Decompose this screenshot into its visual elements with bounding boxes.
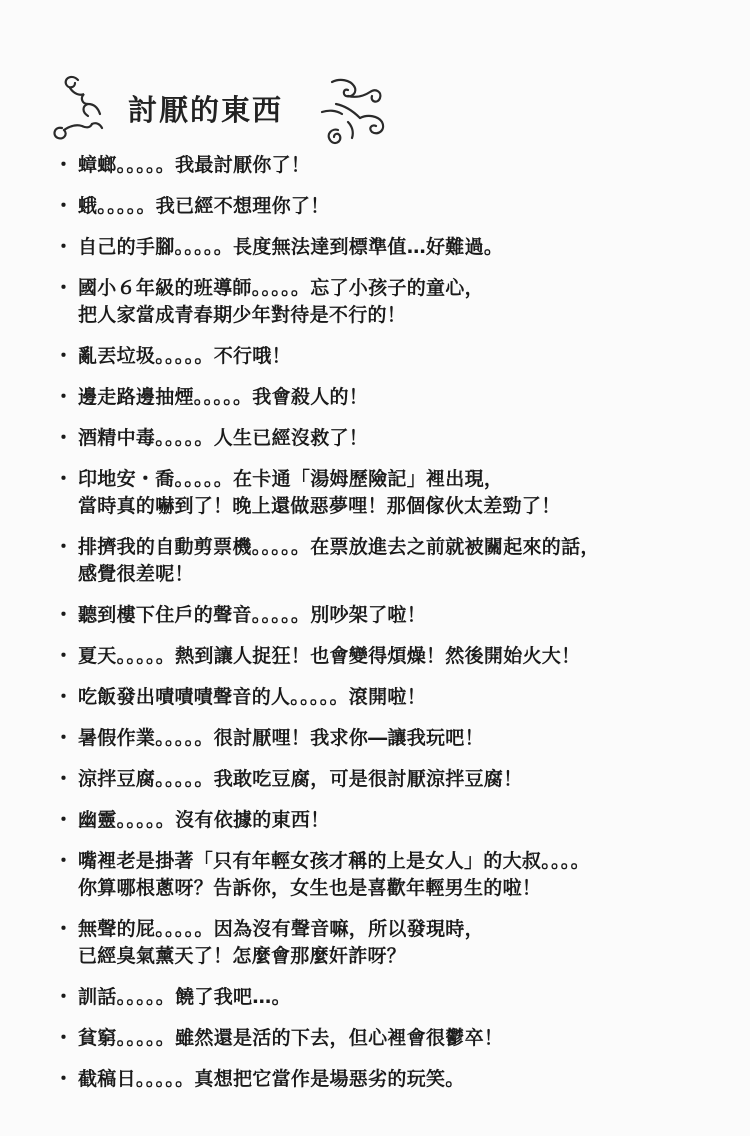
list-item: [58, 984, 738, 1011]
item-text: ・ 無聲的屁。。。。。因為沒有聲音嘛，所以發現時，: [78, 918, 484, 940]
item-text-continued: 已經臭氣薰天了！怎麼會那麼奸詐呀？: [78, 945, 407, 967]
dislike-list: [58, 152, 738, 1107]
item-text: ・ 亂丟垃圾。。。。。不行哦！: [78, 345, 291, 367]
item-text: ・ 國小６年級的班導師。。。。。忘了小孩子的童心，: [78, 277, 484, 299]
list-item: [58, 807, 738, 834]
swirl-ornament-left-icon: [48, 66, 118, 144]
list-item: [58, 684, 738, 711]
list-item: [58, 1025, 738, 1052]
list-item: [58, 766, 738, 793]
list-item: [58, 602, 738, 629]
list-item: [58, 1066, 738, 1093]
item-text-continued: 把人家當成青春期少年對待是不行的！: [78, 304, 407, 326]
list-item: [58, 384, 738, 411]
item-text: ・ 暑假作業。。。。。很討厭哩！我求你―讓我玩吧！: [78, 727, 484, 749]
item-text: ・ 蛾。。。。。我已經不想理你了！: [78, 195, 330, 217]
item-text: ・ 幽靈。。。。。沒有依據的東西！: [78, 809, 330, 831]
item-text: ・ 夏天。。。。。熱到讓人捉狂！也會變得煩燥！然後開始火大！: [78, 645, 581, 667]
list-item: [58, 193, 738, 220]
item-text: ・ 貧窮。。。。。雖然還是活的下去，但心裡會很鬱卒！: [78, 1027, 504, 1049]
item-text: ・ 自己的手腳。。。。。長度無法達到標準值…好難過。: [78, 236, 504, 258]
item-text-continued: 當時真的嚇到了！晚上還做惡夢哩！那個傢伙太差勁了！: [78, 495, 561, 517]
list-item: [58, 466, 738, 520]
title-area: [48, 62, 388, 152]
item-text: ・ 印地安・喬。。。。。在卡通「湯姆歷險記」裡出現，: [78, 468, 504, 490]
list-item: [58, 725, 738, 752]
list-item: [58, 275, 738, 329]
item-text: ・ 截稿日。。。。。真想把它當作是場惡劣的玩笑。: [78, 1068, 465, 1090]
item-text: ・ 酒精中毒。。。。。人生已經沒救了！: [78, 427, 369, 449]
list-item: [58, 848, 738, 902]
item-text: ・ 訓話。。。。。饒了我吧…。: [78, 986, 291, 1008]
item-text: ・ 聽到樓下住戶的聲音。。。。。別吵架了啦！: [78, 604, 427, 626]
list-item: [58, 534, 738, 588]
list-item: [58, 425, 738, 452]
item-text: ・ 蟑螂。。。。。我最討厭你了！: [78, 154, 311, 176]
item-text: ・ 邊走路邊抽煙。。。。。我會殺人的！: [78, 386, 369, 408]
item-text: ・ 嘴裡老是掛著「只有年輕女孩才稱的上是女人」的大叔。。。。: [78, 850, 590, 872]
swirl-ornament-right-icon: [318, 72, 390, 150]
item-text: ・ 涼拌豆腐。。。。。我敢吃豆腐，可是很討厭涼拌豆腐！: [78, 768, 523, 790]
page-title: 討厭的東西: [128, 93, 284, 127]
item-text: ・ 排擠我的自動剪票機。。。。。在票放進去之前就被關起來的話，: [78, 536, 600, 558]
item-text: ・ 吃飯發出嘖嘖嘖聲音的人。。。。。滾開啦！: [78, 686, 427, 708]
item-text-continued: 感覺很差呢！: [78, 563, 194, 585]
item-text-continued: 你算哪根蔥呀？告訴你，女生也是喜歡年輕男生的啦！: [78, 877, 542, 899]
list-item: [58, 152, 738, 179]
list-item: [58, 643, 738, 670]
list-item: [58, 343, 738, 370]
list-item: [58, 234, 738, 261]
list-item: [58, 916, 738, 970]
